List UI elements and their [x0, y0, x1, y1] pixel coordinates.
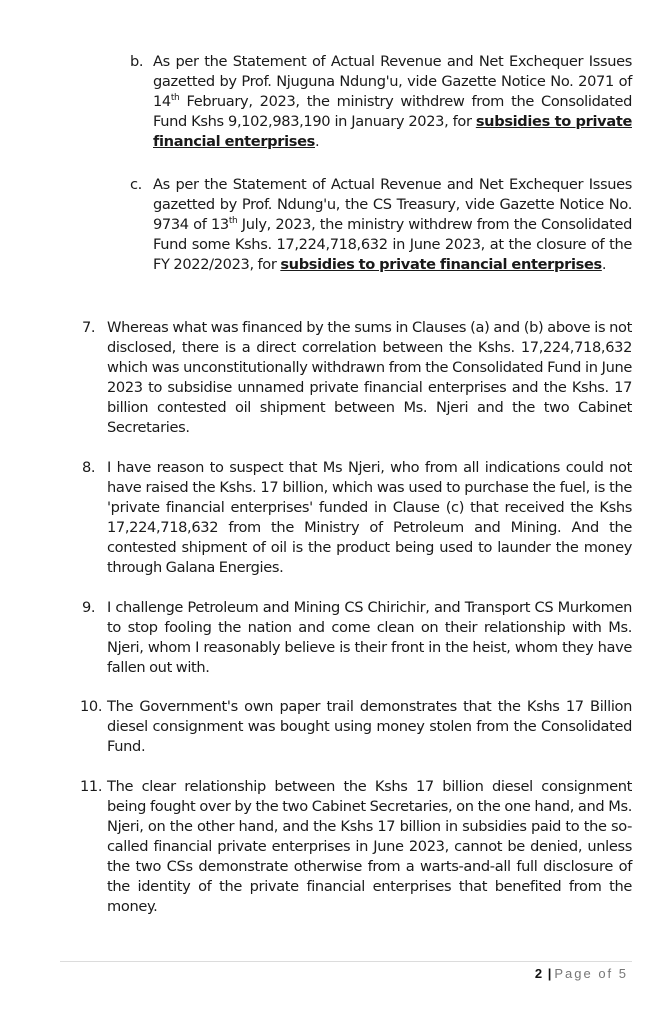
paragraph-10 — [80, 697, 632, 757]
list-marker: c. — [130, 176, 142, 193]
footer-separator: | — [547, 966, 552, 981]
list-marker: b. — [130, 53, 144, 70]
list-marker: 8. — [82, 459, 96, 476]
clause-b — [130, 52, 632, 152]
paragraph-9 — [82, 598, 632, 678]
page-label: Page of 5 — [554, 966, 628, 981]
paragraph-11 — [80, 777, 632, 917]
paragraph-8 — [82, 458, 632, 578]
list-marker: 11. — [80, 778, 103, 795]
page-footer — [535, 966, 628, 981]
clause-text: As per the Statement of Actual Revenue and Net Exchequer Issues gazetted by Prof. Njuguna Ndung'u, vide Gazette Notice No. 2071 of 14th February, 2023, the ministry withdrew from the Consolidated Fund Kshs 9,102,983,190 in January 2023, for subsidies to private financial enterprises. — [153, 53, 632, 150]
paragraph-text: I challenge Petroleum and Mining CS Chirichir, and Transport CS Murkomen to stop fooling the nation and come clean on their relationship with Ms. Njeri, whom I reasonably believe is their front in the heist, whom they have fallen out with. — [107, 599, 632, 676]
list-marker: 9. — [82, 599, 96, 616]
clause-text: As per the Statement of Actual Revenue and Net Exchequer Issues gazetted by Prof. Ndung'u, the CS Treasury, vide Gazette Notice No. 9734 of 13th July, 2023, the ministry withdrew from the Consolidated Fund some Kshs. 17,224,718,632 in June 2023, at the closure of the FY 2022/2023, for subsidies to private financial enterprises. — [153, 176, 632, 273]
footer-divider — [60, 961, 632, 962]
clause-c — [130, 175, 632, 275]
emphasis-text: subsidies to private financial enterprises — [153, 113, 632, 150]
emphasis-text: subsidies to private financial enterprises — [280, 256, 602, 273]
paragraph-7 — [82, 318, 632, 438]
paragraph-text: The clear relationship between the Kshs 17 billion diesel consignment being fought over by the two Cabinet Secretaries, on the one hand, and Ms. Njeri, on the other hand, and the Kshs 17 billion in subsidies paid to the so-called financial private enterprises in June 2023, cannot be denied, unless the two CSs demonstrate otherwise from a warts-and-all full disclosure of the identity of the private financial enterprises that benefited from the money. — [107, 778, 632, 915]
list-marker: 10. — [80, 698, 103, 715]
paragraph-text: I have reason to suspect that Ms Njeri, who from all indications could not have raised the Kshs. 17 billion, which was used to purchase the fuel, is the 'private financial enterprises' funded in Clause (c) that received the Kshs 17,224,718,632 from the Ministry of Petroleum and Mining. And the contested shipment of oil is the product being used to launder the money through Galana Energies. — [107, 459, 632, 576]
paragraph-text: Whereas what was financed by the sums in Clauses (a) and (b) above is not disclosed, there is a direct correlation between the Kshs. 17,224,718,632 which was unconstitutionally withdrawn from the Consolidated Fund in June 2023 to subsidise unnamed private financial enterprises and the Kshs. 17 billion contested oil shipment between Ms. Njeri and the two Cabinet Secretaries. — [107, 319, 632, 436]
paragraph-text: The Government's own paper trail demonstrates that the Kshs 17 Billion diesel consignment was bought using money stolen from the Consolidated Fund. — [107, 698, 632, 755]
page-number: 2 — [534, 966, 543, 981]
list-marker: 7. — [82, 319, 96, 336]
